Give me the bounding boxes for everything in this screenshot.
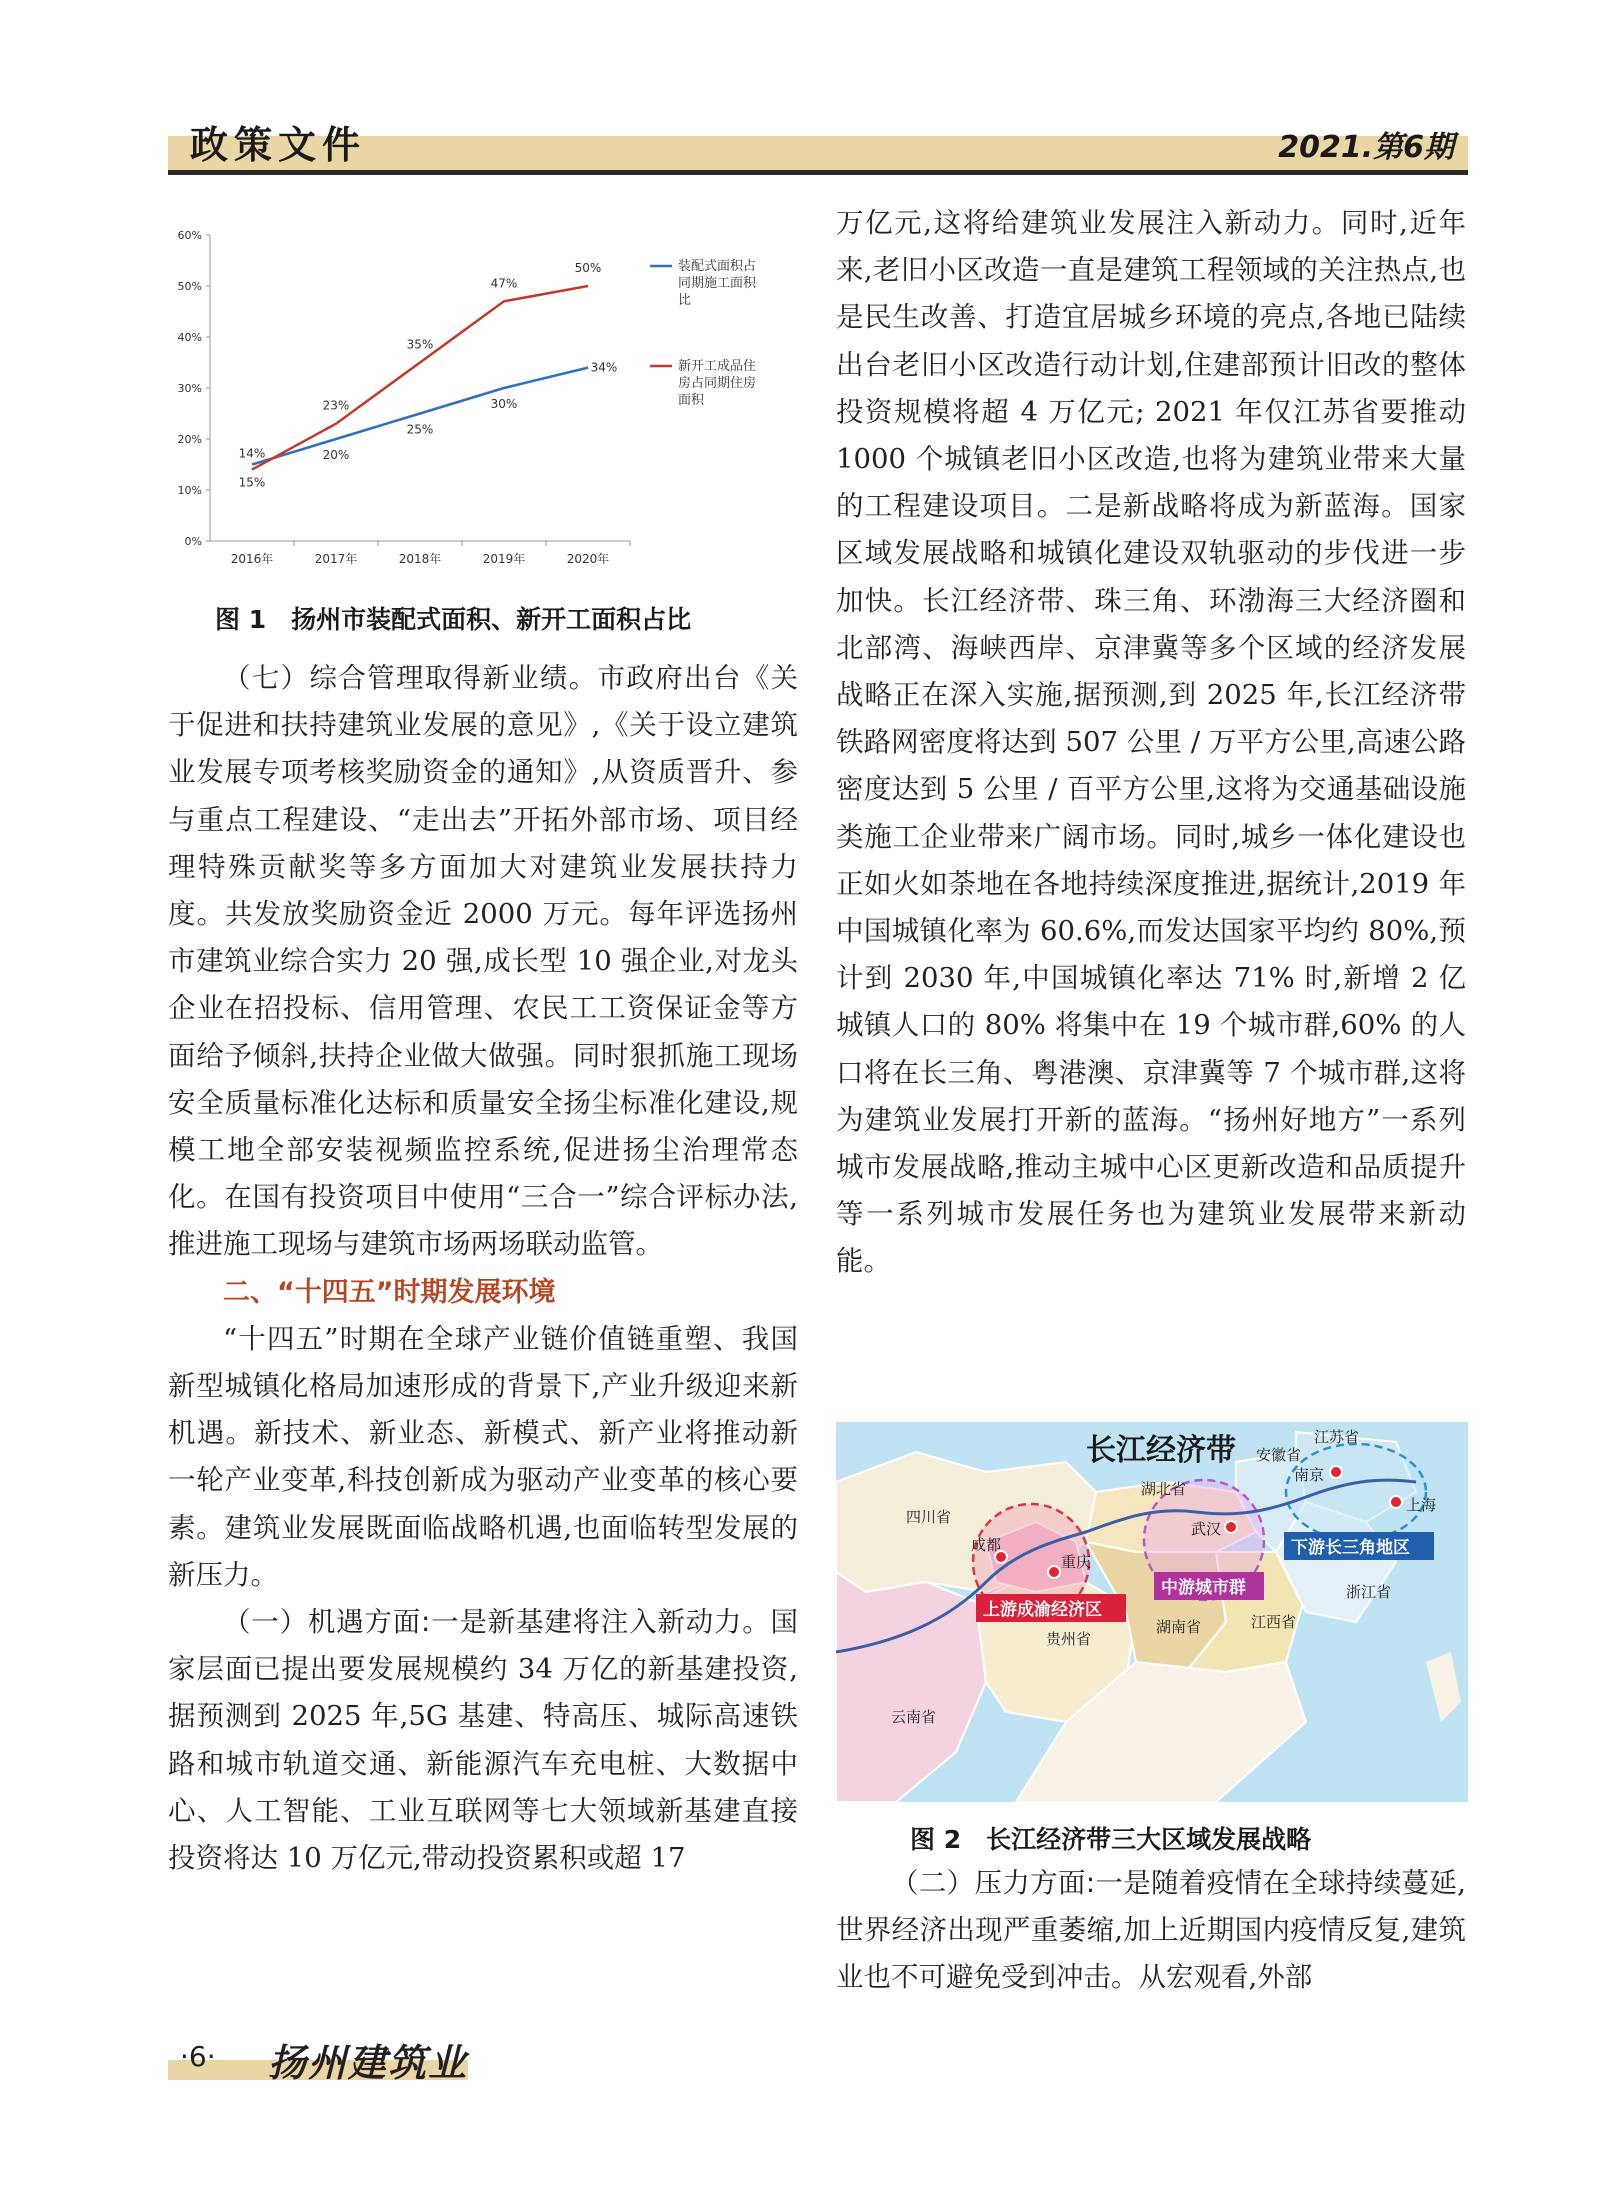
y-tick-label: 60% bbox=[177, 229, 202, 242]
legend-label: 面积 bbox=[678, 393, 705, 408]
data-label: 34% bbox=[590, 360, 618, 375]
data-label: 20% bbox=[322, 448, 350, 462]
province-label: 云南省 bbox=[891, 1708, 937, 1726]
upper-region-label: 上游成渝经济区 bbox=[983, 1600, 1102, 1620]
city-label: 南京 bbox=[1294, 1466, 1325, 1484]
series-line-1 bbox=[252, 368, 588, 465]
page-number: ·6· bbox=[180, 2040, 216, 2073]
legend-label: 新开工成品住 bbox=[678, 359, 757, 374]
lower-region-circle bbox=[1286, 1444, 1426, 1540]
data-label: 35% bbox=[406, 337, 434, 352]
chongqing-dot bbox=[1048, 1566, 1060, 1578]
page-footer bbox=[168, 2040, 469, 2085]
y-tick-label: 20% bbox=[177, 433, 202, 446]
legend-label: 装配式面积占 bbox=[678, 259, 757, 274]
lower-region-label: 下游长三角地区 bbox=[1291, 1538, 1410, 1558]
province-label: 湖北省 bbox=[1141, 1480, 1187, 1498]
header-rule bbox=[168, 170, 1468, 175]
line-chart bbox=[168, 215, 808, 575]
wuhan-dot bbox=[1225, 1521, 1237, 1533]
series-line-2 bbox=[252, 286, 588, 470]
city-label: 成都 bbox=[971, 1536, 1002, 1554]
province-label: 浙江省 bbox=[1346, 1583, 1392, 1601]
figure-1-caption: 图 1 扬州市装配式面积、新开工面积占比 bbox=[215, 605, 692, 634]
paragraph-pressure bbox=[836, 1860, 1466, 2002]
x-tick-label: 2016年 bbox=[230, 552, 274, 566]
shanghai-dot bbox=[1390, 1496, 1402, 1508]
section-heading: 二、“十四五”时期发展环境 bbox=[223, 1276, 556, 1308]
figure-2-caption: 图 2 长江经济带三大区域发展战略 bbox=[910, 1825, 1312, 1854]
data-label: 23% bbox=[322, 398, 350, 413]
paragraph-body: 一是随着疫情在全球持续蔓延,世界经济出现严重萎缩,加上近期国内疫情反复,建筑业也不可避免受到冲击。从宏观看,外部 bbox=[836, 1867, 1466, 1994]
legend-label: 比 bbox=[678, 293, 692, 308]
x-tick-label: 2017年 bbox=[314, 552, 358, 566]
section-title: 政策文件 bbox=[190, 123, 367, 167]
map-title: 长江经济带 bbox=[1086, 1433, 1236, 1468]
province-label: 贵州省 bbox=[1046, 1630, 1092, 1648]
province-label: 四川省 bbox=[906, 1508, 952, 1526]
figure-2-map bbox=[836, 1422, 1468, 1802]
issue-number: 2021.第6期 bbox=[1278, 130, 1454, 165]
paragraph-lead: （二）压力方面: bbox=[891, 1867, 1096, 1899]
y-tick-label: 50% bbox=[177, 280, 202, 293]
paragraph-lead: （一）机遇方面: bbox=[223, 1606, 431, 1639]
data-label: 47% bbox=[490, 276, 518, 291]
province-label: 安徽省 bbox=[1256, 1446, 1302, 1464]
data-label: 15% bbox=[238, 475, 266, 490]
paragraph-continued: 万亿元,这将给建筑业发展注入新动力。同时,近年来,老旧小区改造一直是建筑工程领域的关注热点,也是民生改善、打造宜居城乡环境的亮点,各地已陆续出台老旧小区改造行动计划,住建部预计旧改的整体投资规模将超 4 万亿元; 2021 年仅江苏省要推动 1000 个城镇老旧小区改造,也将为建筑业带来大量的工程建设项目。二是新战略将成为新蓝海。国家区域发展战略和城镇化建设双轨驱动的步伐进一步加快。长江经济带、珠三角、环渤海三大经济圈和北部湾、海峡西岸、京津冀等多个区域的经济发展战略正在深入实施,据预测,到 2025 年,长江经济带铁路网密度将达到 507 公里 / 万平方公里,高速公路密度达到 5 公里 / 百平方公里,这将为交通基础设施类施工企业带来广阔市场。同时,城乡一体化建设也正如火如荼地在各地持续深度推进,据统计,2019 年中国城镇化率为 60.6%,而发达国家平均约 80%,预计到 2030 年,中国城镇化率达 71% 时,新增 2 亿城镇人口的 80% 将集中在 19 个城市群,60% 的人口将在长三角、粤港澳、京津冀等 7 个城市群,这将为建筑业发展打开新的蓝海。“扬州好地方”一系列城市发展战略,推动主城中心区更新改造和品质提升等一系列城市发展任务也为建筑业发展带来新动能。 bbox=[836, 207, 1466, 1278]
legend-label: 房占同期住房 bbox=[678, 376, 757, 391]
city-label: 武汉 bbox=[1191, 1520, 1222, 1538]
figure-1-chart bbox=[168, 215, 808, 575]
province-label: 江苏省 bbox=[1314, 1428, 1360, 1446]
left-column bbox=[168, 655, 798, 1882]
yunnan-region bbox=[836, 1572, 986, 1802]
data-label: 25% bbox=[406, 422, 434, 437]
city-label: 上海 bbox=[1406, 1496, 1437, 1514]
data-label: 30% bbox=[490, 397, 518, 411]
y-tick-label: 10% bbox=[177, 484, 202, 497]
paragraph-opportunities bbox=[168, 1599, 798, 1882]
x-tick-label: 2019年 bbox=[482, 552, 526, 566]
yangtze-map bbox=[836, 1422, 1468, 1802]
y-tick-label: 30% bbox=[177, 382, 202, 395]
data-label: 50% bbox=[574, 261, 602, 275]
middle-region-label: 中游城市群 bbox=[1161, 1578, 1246, 1598]
y-tick-label: 0% bbox=[184, 535, 202, 548]
right-column-top bbox=[836, 200, 1466, 1286]
y-tick-label: 40% bbox=[177, 331, 202, 344]
city-label: 重庆 bbox=[1061, 1553, 1092, 1571]
x-tick-label: 2020年 bbox=[566, 552, 610, 566]
paragraph-management bbox=[168, 655, 798, 1269]
magazine-logo: 扬州建筑业 bbox=[268, 2040, 469, 2085]
paragraph-body: 市政府出台《关于促进和扶持建筑业发展的意见》,《关于设立建筑业发展专项考核奖励资金的通知》,从资质晋升、参与重点工程建设、“走出去”开拓外部市场、项目经理特殊贡献奖等多方面加大对建筑业发展扶持力度。共发放奖励资金近 2000 万元。每年评选扬州市建筑业综合实力 20 强,成长型 10 强企业,对龙头企业在招投标、信用管理、农民工工资保证金等方面给予倾斜,扶持企业做大做强。同时狠抓施工现场安全质量标准化达标和质量安全扬尘标准化建设,规模工地全部安装视频监控系统,促进扬尘治理常态化。在国有投资项目中使用“三合一”综合评标办法,推进施工现场与建筑市场两场联动监管。 bbox=[168, 662, 799, 1261]
paragraph-body: 一是新基建将注入新动力。国家层面已提出要发展规模约 34 万亿的新基建投资,据预测到 2025 年,5G 基建、特高压、城际高速铁路和城市轨道交通、新能源汽车充电桩、大数据中心、人工智能、工业互联网等七大领域新基建直接投资将达 10 万亿元,带动投资累积或超 17 bbox=[168, 1606, 799, 1875]
taiwan-land bbox=[1426, 1652, 1461, 1722]
nanjing-dot bbox=[1330, 1466, 1342, 1478]
paragraph-environment: “十四五”时期在全球产业链价值链重塑、我国新型城镇化格局加速形成的背景下,产业升级迎来新机遇。新技术、新业态、新模式、新产业将推动新一轮产业变革,科技创新成为驱动产业变革的核心要素。建筑业发展既面临战略机遇,也面临转型发展的新压力。 bbox=[168, 1322, 798, 1591]
province-label: 湖南省 bbox=[1156, 1618, 1202, 1636]
data-label: 14% bbox=[238, 446, 266, 461]
province-label: 江西省 bbox=[1251, 1613, 1297, 1631]
x-tick-label: 2018年 bbox=[398, 552, 442, 566]
paragraph-lead: （七）综合管理取得新业绩。 bbox=[223, 662, 598, 694]
right-column-bottom bbox=[836, 1860, 1466, 2002]
page-header bbox=[168, 108, 1468, 172]
legend-label: 同期施工面积 bbox=[678, 276, 757, 291]
